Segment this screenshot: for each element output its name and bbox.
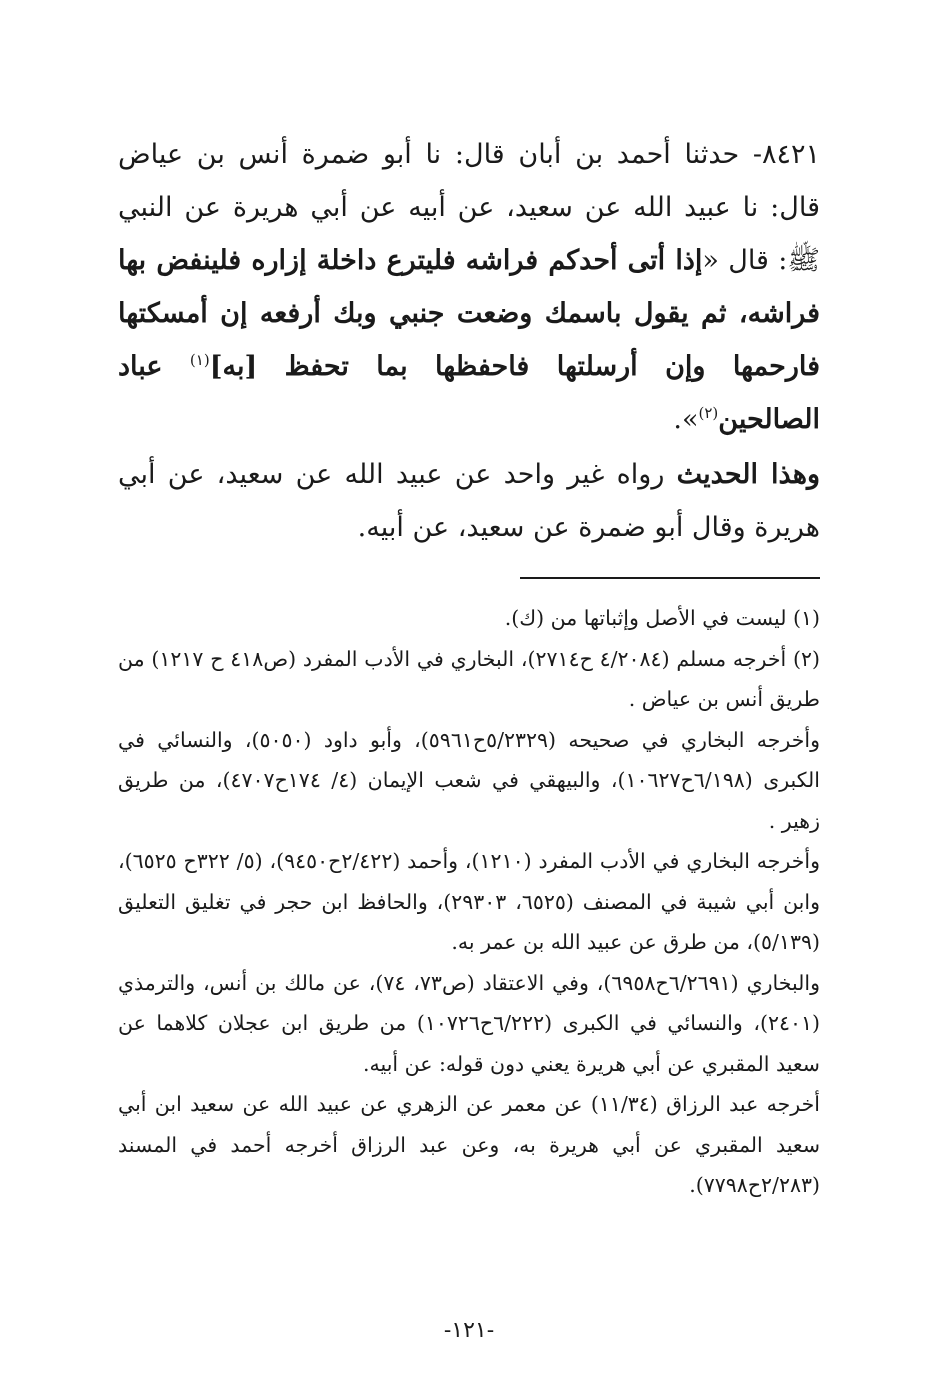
hadith-number: ٨٤٢١- — [752, 139, 820, 170]
page-number: -١٢١- — [443, 1318, 495, 1343]
isnad-text: حدثنا أحمد بن أبان قال: نا أبو ضمرة أنس بن عياض قال: نا عبيد الله عن سعيد، عن أبيه عن أبي هريرة عن النبي ﷺ: قال « — [118, 139, 820, 276]
hadith-paragraph — [118, 128, 820, 446]
footnote-2-continuation: أخرجه عبد الرزاق (١١/٣٤) عن معمر عن الزهري عن عبيد الله عن سعيد ابن أبي سعيد المقبري عن أبي هريرة به، وعن عبد الرزاق أخرجه أحمد في المسند (٢/٢٨٣ح٧٧٩٨). — [118, 1092, 820, 1197]
footnote-2-continuation: وأخرجه البخاري في الأدب المفرد (١٢١٠)، وأحمد (٢/٤٢٢ح٩٤٥٠)، (٥/ ٣٢٢ح ٦٥٢٥)، وابن أبي شيبة في المصنف (٦٥٢٥، ٢٩٣٠٣)، والحافظ ابن حجر في تغليق التعليق (٥/١٣٩)، من طرق عن عبيد الله بن عمر به. — [118, 849, 820, 954]
footnote-ref-2[interactable]: (٢) — [698, 404, 719, 422]
footnote-ref-1[interactable]: (١) — [189, 351, 210, 369]
main-text — [118, 128, 820, 554]
footnote-1: (١) ليست في الأصل وإثباتها من (ك). — [504, 606, 820, 630]
footnote-2-continuation: والبخاري (٦/٢٦٩١ح٦٩٥٨)، وفي الاعتقاد (ص٧٣، ٧٤)، عن مالك بن أنس، والترمذي (٢٤٠١)، والنسائي في الكبرى (٦/٢٢٢ح١٠٧٢٦) من طريق ابن عجلان كلاهما عن سعيد المقبري عن أبي هريرة يعني دون قوله: عن أبيه. — [118, 970, 821, 1076]
footnote-2-continuation: وأخرجه البخاري في صحيحه (٥/٢٣٢٩ح٥٩٦١)، وأبو داود (٥٠٥٠)، والنسائي في الكبرى (٦/١٩٨ح١٠٦٢٧)، والبيهقي في شعب الإيمان (٤/ ١٧٤ح٤٧٠٧)، من طريق زهير . — [118, 727, 820, 833]
footnote-2: (٢) أخرجه مسلم (٤/٢٠٨٤ ح٢٧١٤)، البخاري في الأدب المفرد (ص٤١٨ ح ١٢١٧) من طريق أنس بن عياض . — [118, 646, 821, 711]
hadith-closing: ». — [673, 404, 699, 435]
commentary-lead: وهذا الحديث — [676, 459, 820, 490]
commentary-text: رواه غير واحد عن عبيد الله عن سعيد، عن أبي هريرة وقال أبو ضمرة عن سعيد، عن أبيه. — [118, 459, 820, 543]
footnote-divider — [520, 577, 820, 579]
footnotes — [118, 598, 820, 1206]
commentary-paragraph — [118, 448, 820, 554]
hadith-matn-end: عباد الصالحين — [118, 351, 820, 435]
hadith-matn: إذا أتى أحدكم فراشه فليترع داخلة إزاره فلينفض بها فراشه، ثم يقول باسمك وضعت جنبي وبك أرفعه إن أمسكتها فارحمها وإن أرسلتها فاحفظها بما تحفظ [به] — [118, 245, 820, 382]
